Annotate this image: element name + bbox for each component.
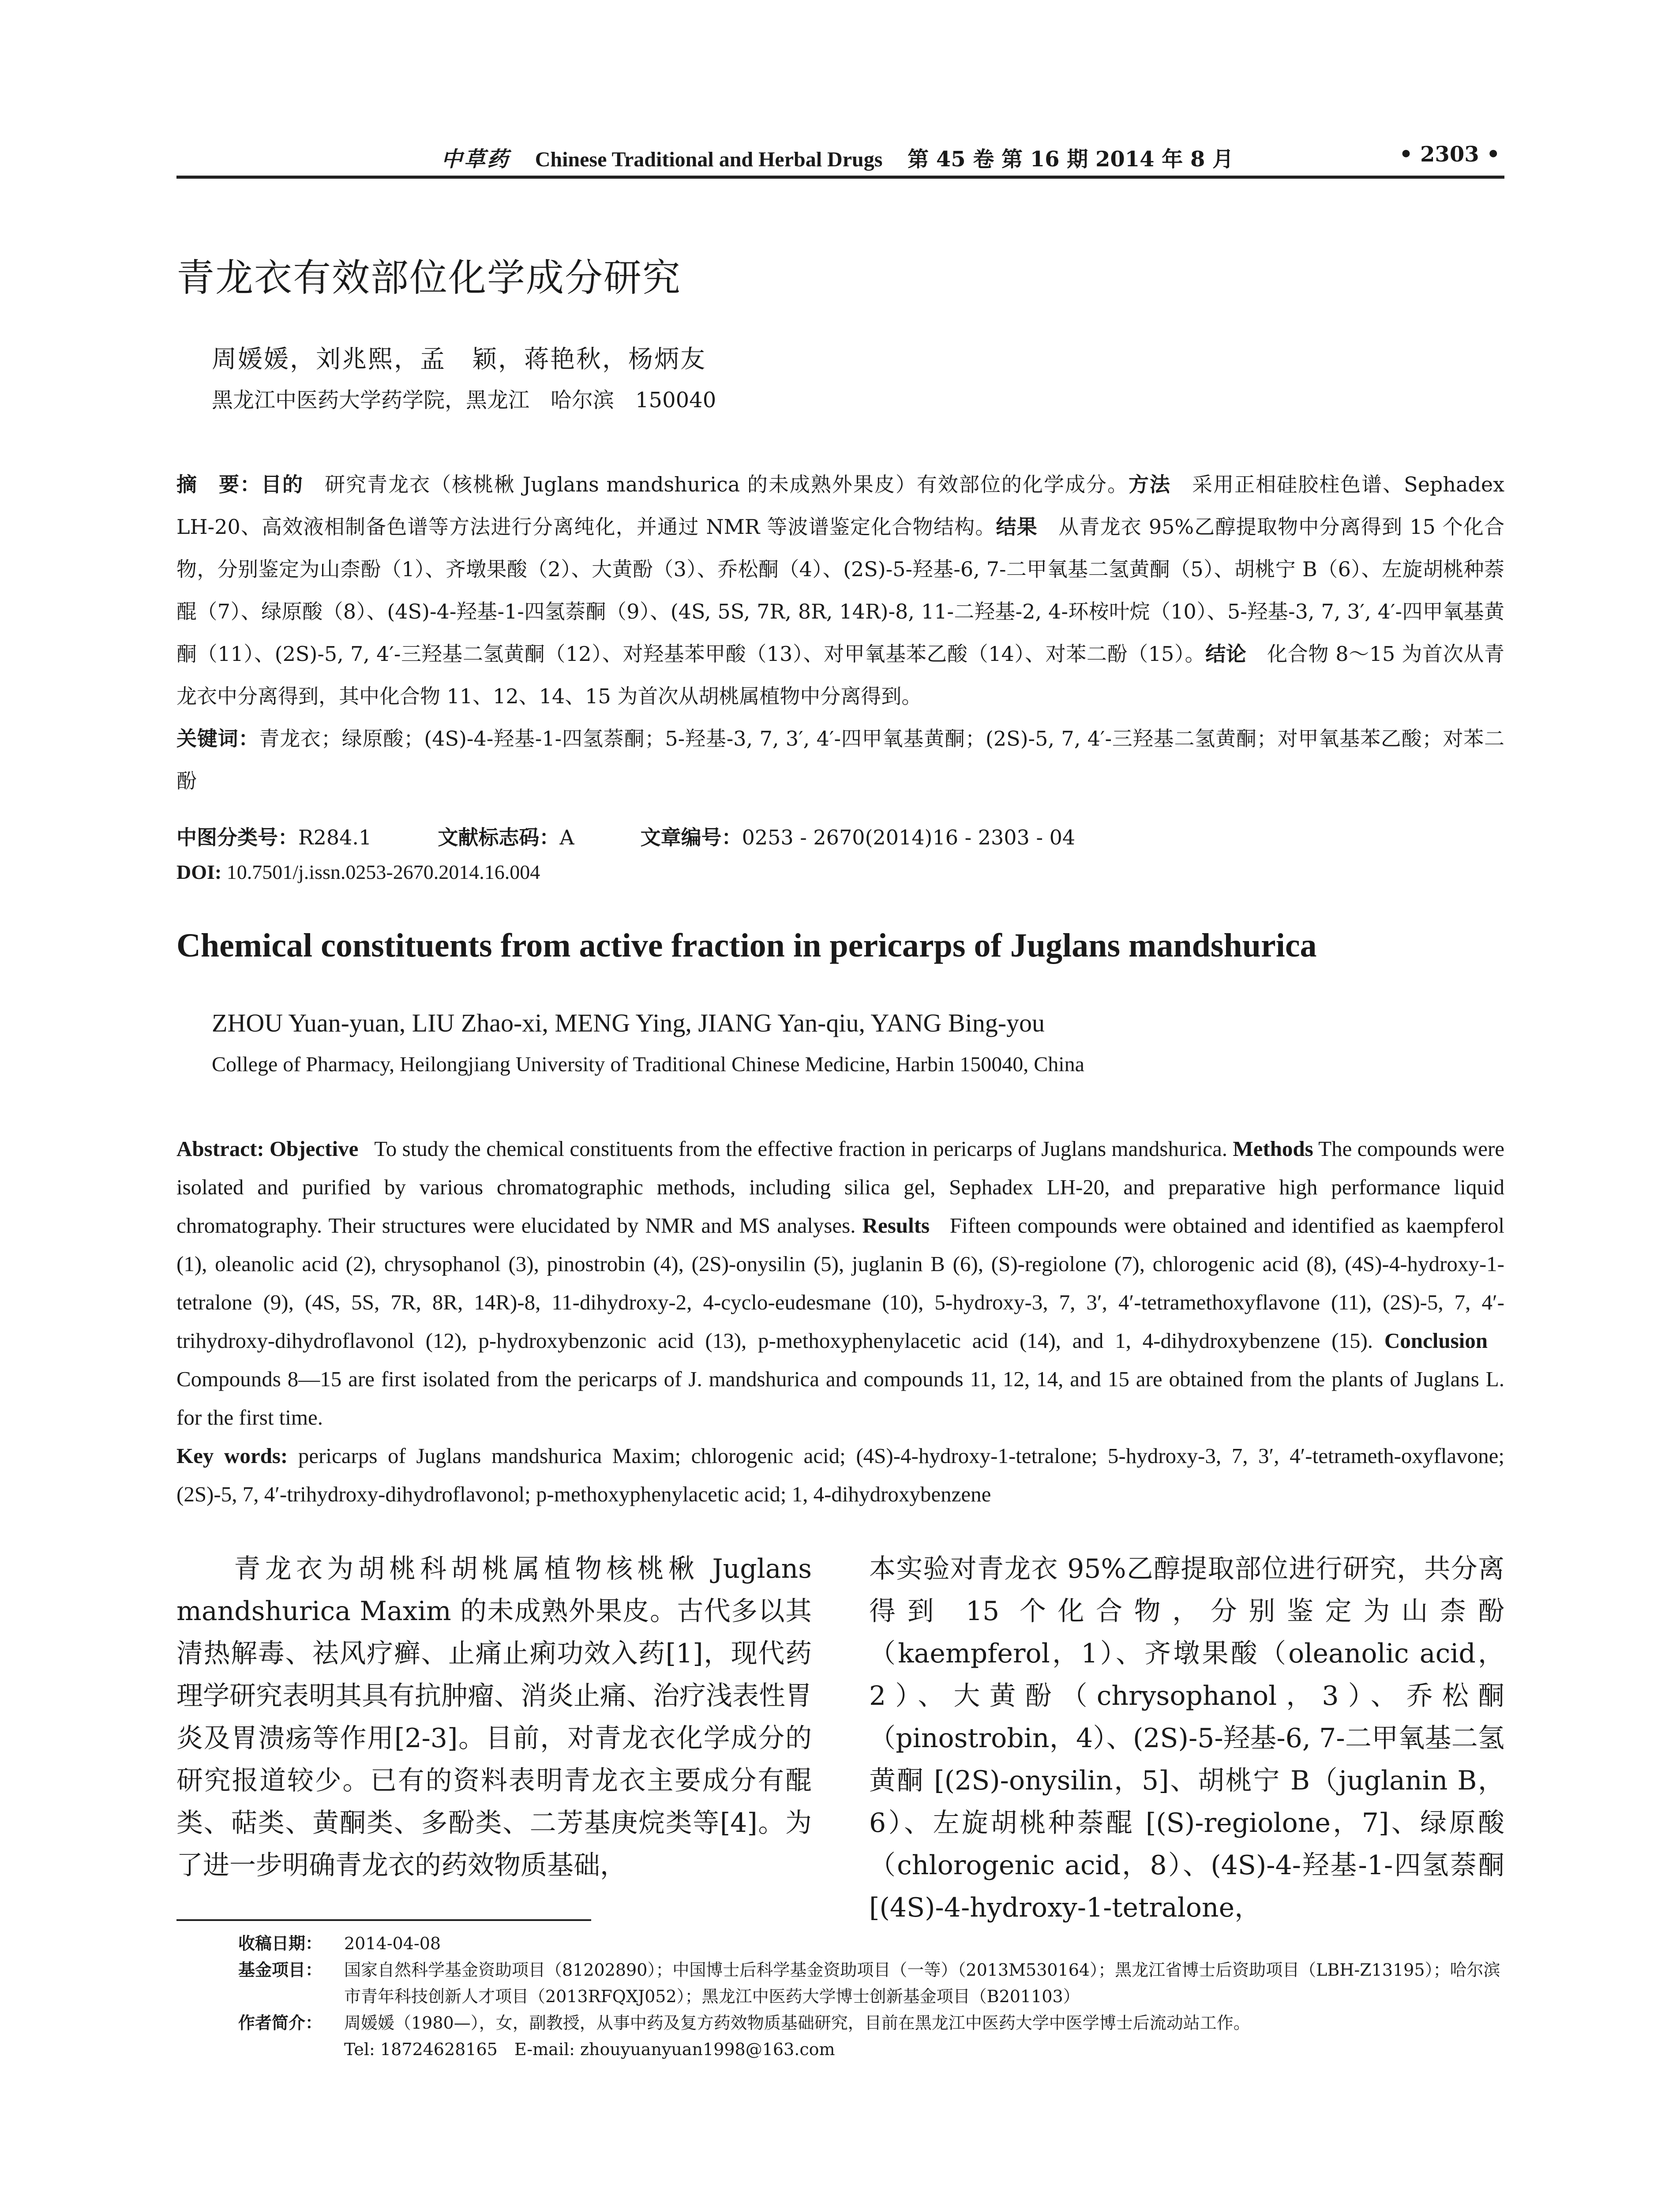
objective-cn: 研究青龙衣（核桃楸 Juglans mandshurica 的未成熟外果皮）有效部位的化学成分。	[325, 473, 1129, 496]
conclusion-label-en: Conclusion	[1384, 1328, 1488, 1353]
authors-cn: 周媛媛，刘兆熙，孟 颖，蒋艳秋，杨炳友	[212, 345, 706, 374]
journal-name-cn: 中草药	[441, 147, 510, 172]
footnote-fund	[238, 1957, 1504, 2010]
conclusion-en: Compounds 8—15 are first isolated from the pericarps of J. mandshurica and compounds 11, 12, 14, and 15 are obtained from the plants of Juglans L. for the first time.	[176, 1367, 1504, 1429]
author-bio-text: 周媛媛（1980—），女，副教授，从事中药及复方药效物质基础研究，目前在黑龙江中医药大学中医学博士后流动站工作。	[344, 2013, 1250, 2033]
authors-en: ZHOU Yuan-yuan, LIU Zhao-xi, MENG Ying, JIANG Yan-qiu, YANG Bing-you	[212, 1009, 1045, 1037]
affiliation-cn: 黑龙江中医药大学药学院，黑龙江 哈尔滨 150040	[212, 388, 716, 413]
paper-title-cn: 青龙衣有效部位化学成分研究	[176, 256, 681, 300]
classification-line	[176, 822, 1075, 851]
body-text-right: 本实验对青龙衣 95%乙醇提取部位进行研究，共分离得到 15 个化合物，分别鉴定为山柰酚（kaempferol，1）、齐墩果酸（oleanolic acid，2）、大黄酚（chrysophanol，3）、乔松酮（pinostrobin，4）、(2S)-5-羟基-6, 7-二甲氧基二氢黄酮 [(2S)-onysilin，5]、胡桃宁 B（juglanin B，6）、左旋胡桃种萘醌 [(S)-regiolone，7]、绿原酸（chlorogenic acid，8）、(4S)-4-羟基-1-四氢萘酮 [(4S)-4-hydroxy-1-tetralone，	[869, 1553, 1504, 1923]
methods-label-cn: 方法	[1129, 473, 1171, 496]
clc-value: R284.1	[298, 825, 372, 849]
abstract-en	[176, 1129, 1504, 1513]
results-label-cn: 结果	[996, 515, 1038, 539]
footnotes	[238, 1930, 1504, 2063]
body-column-left	[176, 1548, 812, 1887]
conclusion-label-cn: 结论	[1205, 642, 1247, 666]
doc-code-value: A	[559, 825, 574, 849]
running-header	[176, 140, 1504, 179]
page-number: • 2303 •	[1399, 142, 1500, 167]
footnote-author	[238, 2010, 1504, 2063]
objective-label-en: Objective	[269, 1137, 359, 1161]
clc-label: 中图分类号：	[176, 825, 298, 849]
keywords-cn-label: 关键词：	[176, 727, 259, 750]
issue-info: 第 45 卷 第 16 期 2014 年 8 月	[908, 147, 1234, 172]
author-contact: Tel: 18724628165 E-mail: zhouyuanyuan1998@163.com	[344, 2040, 835, 2059]
keywords-cn: 青龙衣；绿原酸；(4S)-4-羟基-1-四氢萘酮；5-羟基-3, 7, 3′, 4′-四甲氧基黄酮；(2S)-5, 7, 4′-三羟基二氢黄酮；对甲氧基苯乙酸；对苯二酚	[176, 727, 1505, 793]
results-en: Fifteen compounds were obtained and identified as kaempferol (1), oleanolic acid (2), chrysophanol (3), pinostrobin (4), (2S)-onysilin (5), juglanin B (6), (S)-regiolone (7), chlorogenic acid (8), (4S)-4-hydroxy-1-tetralone (9), (4S, 5S, 7R, 8R, 14R)-8, 11-dihydroxy-2, 4-cyclo-eudesmane (10), 5-hydroxy-3, 7, 3′, 4′-tetramethoxyflavone (11), (2S)-5, 7, 4′-trihydroxy-dihydroflavonol (12), p-hydroxybenzonic acid (13), p-methoxyphenylacetic acid (14), and 1, 4-dihydroxybenzene (15).	[176, 1213, 1505, 1353]
keywords-en: pericarps of Juglans mandshurica Maxim; chlorogenic acid; (4S)-4-hydroxy-1-tetralone; 5-hydroxy-3, 7, 3′, 4′-tetrameth-oxyflavone; (2S)-5, 7, 4′-trihydroxy-dihydroflavonol; p-methoxyphenylacetic acid; 1, 4-dihydroxybenzene	[176, 1444, 1505, 1506]
methods-cn: 采用正相硅胶柱色谱、Sephadex LH-20、高效液相制备色谱等方法进行分离纯化，并通过 NMR 等波谱鉴定化合物结构。	[176, 473, 1505, 539]
abstract-cn-label: 摘 要：	[176, 473, 262, 496]
footnote-received	[238, 1930, 1504, 1957]
doi-line	[176, 860, 540, 884]
article-no-value: 0253 - 2670(2014)16 - 2303 - 04	[742, 825, 1076, 849]
received-label: 收稿日期：	[238, 1934, 322, 1953]
received-date: 2014-04-08	[344, 1934, 441, 1953]
body-column-right	[869, 1548, 1504, 1929]
doi-value[interactable]: 10.7501/j.issn.0253-2670.2014.16.004	[226, 861, 540, 883]
paper-title-en: Chemical constituents from active fraction in pericarps of Juglans mandshurica	[176, 927, 1317, 964]
methods-en: The compounds were isolated and purified by various chromatographic methods, including silica gel, Sephadex LH-20, and preparative high performance liquid chromatography. Their structures were elucidated by NMR and MS analyses.	[176, 1137, 1505, 1238]
results-cn: 从青龙衣 95%乙醇提取物中分离得到 15 个化合物，分别鉴定为山柰酚（1）、齐墩果酸（2）、大黄酚（3）、乔松酮（4）、(2S)-5-羟基-6, 7-二甲氧基二氢黄酮（5）、胡桃宁 B（6）、左旋胡桃种萘醌（7）、绿原酸（8）、(4S)-4-羟基-1-四氢萘酮（9）、(4S, 5S, 7R, 8R, 14R)-8, 11-二羟基-2, 4-环桉叶烷（10）、5-羟基-3, 7, 3′, 4′-四甲氧基黄酮（11）、(2S)-5, 7, 4′-三羟基二氢黄酮（12）、对羟基苯甲酸（13）、对甲氧基苯乙酸（14）、对苯二酚（15）。	[176, 515, 1505, 666]
abstract-cn	[176, 463, 1504, 802]
fund-text: 国家自然科学基金资助项目（81202890）；中国博士后科学基金资助项目（一等）（2013M530164）；黑龙江省博士后资助项目（LBH-Z13195）；哈尔滨市青年科技创新人才项目（2013RFQXJ052）；黑龙江中医药大学博士创新基金项目（B201103）	[344, 1960, 1500, 2006]
journal-name-en: Chinese Traditional and Herbal Drugs	[535, 148, 883, 171]
doi-label: DOI:	[176, 861, 222, 883]
doc-code-label: 文献标志码：	[438, 825, 560, 849]
affiliation-en: College of Pharmacy, Heilongjiang University of Traditional Chinese Medicine, Harbin 150040, China	[212, 1053, 1084, 1076]
objective-label-cn: 目的	[261, 473, 304, 496]
conclusion-cn: 化合物 8～15 为首次从青龙衣中分离得到，其中化合物 11、12、14、15 为首次从胡桃属植物中分离得到。	[176, 642, 1505, 708]
author-bio-label: 作者简介：	[238, 2013, 322, 2033]
running-header-left	[441, 142, 1234, 173]
keywords-en-label: Key words:	[176, 1444, 288, 1468]
footnote-divider	[176, 1919, 591, 1921]
body-text-left: 青龙衣为胡桃科胡桃属植物核桃楸 Juglans mandshurica Maxim 的未成熟外果皮。古代多以其清热解毒、祛风疗癣、止痛止痢功效入药[1]，现代药理学研究表明其具有抗肿瘤、消炎止痛、治疗浅表性胃炎及胃溃疡等作用[2-3]。目前，对青龙衣化学成分的研究报道较少。已有的资料表明青龙衣主要成分有醌类、萜类、黄酮类、多酚类、二芳基庚烷类等[4]。为了进一步明确青龙衣的药效物质基础，	[176, 1553, 812, 1881]
methods-label-en: Methods	[1233, 1137, 1313, 1161]
results-label-en: Results	[862, 1213, 930, 1238]
objective-en: To study the chemical constituents from the effective fraction in pericarps of Juglans mandshurica.	[374, 1137, 1228, 1161]
article-no-label: 文章编号：	[640, 825, 742, 849]
fund-label: 基金项目：	[238, 1960, 322, 1980]
abstract-en-label: Abstract:	[176, 1137, 264, 1161]
